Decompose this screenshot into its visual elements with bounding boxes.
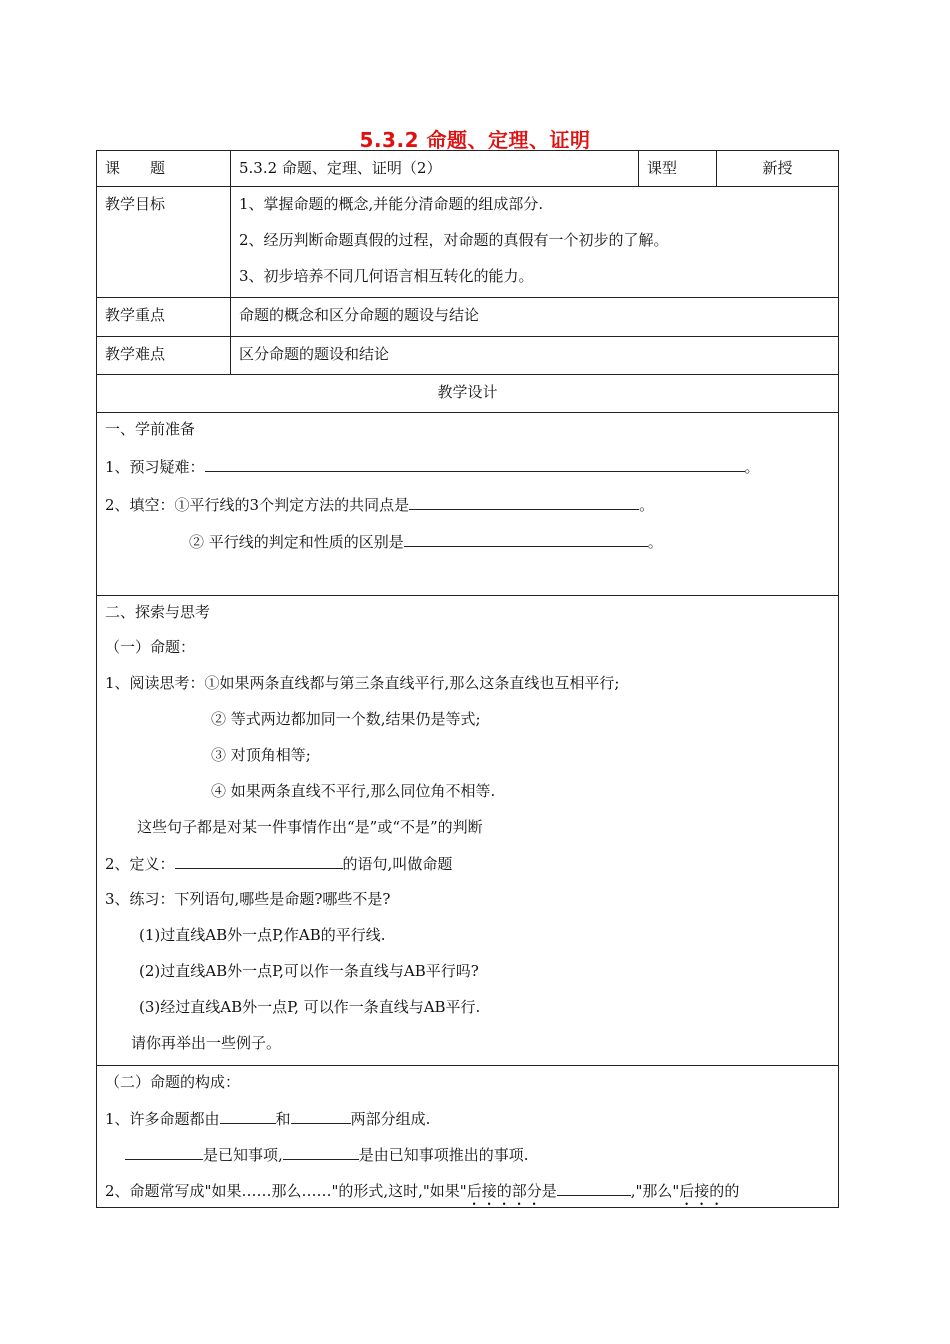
label-type: 课型	[647, 159, 678, 177]
prep-question-3: ② 平行线的判定和性质的区别是 。	[189, 533, 663, 551]
prep-question-2: 2、填空：①平行线的3个判定方法的共同点是 。	[105, 496, 655, 514]
lesson-plan-table	[96, 150, 839, 1208]
answer-blank[interactable]	[175, 853, 343, 869]
key-point-text: 命题的概念和区分命题的题设与结论	[239, 306, 480, 324]
type-value: 新授	[762, 159, 793, 177]
label-topic: 课 题	[105, 159, 166, 177]
answer-blank[interactable]	[557, 1180, 631, 1196]
label-goals: 教学目标	[105, 195, 166, 213]
goal-item: 1、掌握命题的概念,并能分清命题的组成部分.	[239, 195, 544, 213]
prep-heading: 一、学前准备	[105, 420, 196, 438]
practice-item: (1)过直线AB外一点P,作AB的平行线.	[139, 926, 386, 944]
structure-heading: （二）命题的构成：	[105, 1073, 241, 1091]
practice-item: (2)过直线AB外一点P,可以作一条直线与AB平行吗?	[139, 962, 479, 980]
structure-line-3: 2、命题常写成"如果……那么……"的形式,这时,"如果"后接的部分是 ,"那么"后接的的	[105, 1182, 740, 1200]
structure-line-1: 1、许多命题都由 和 两部分组成.	[105, 1110, 431, 1128]
answer-blank[interactable]	[125, 1144, 203, 1160]
prep-question-1: 1、预习疑难： 。	[105, 458, 760, 476]
difficulty-text: 区分命题的题设和结论	[239, 345, 390, 363]
answer-blank[interactable]	[220, 1108, 276, 1124]
statement: ④ 如果两条直线不平行,那么同位角不相等.	[211, 782, 496, 800]
label-key-point: 教学重点	[105, 306, 166, 324]
label-difficulty: 教学难点	[105, 345, 166, 363]
answer-blank[interactable]	[291, 1108, 351, 1124]
practice-item: (3)经过直线AB外一点P, 可以作一条直线与AB平行.	[139, 998, 481, 1016]
statement: ② 等式两边都加同一个数,结果仍是等式;	[211, 710, 481, 728]
answer-blank[interactable]	[205, 456, 745, 472]
topic-value: 5.3.2 命题、定理、证明（2）	[239, 159, 442, 177]
statement: ③ 对顶角相等;	[211, 746, 311, 764]
practice-line: 3、练习：下列语句,哪些是命题?哪些不是?	[105, 890, 391, 908]
goal-item: 3、初步培养不同几何语言相互转化的能力。	[239, 267, 534, 285]
explore-heading: 二、探索与思考	[105, 603, 211, 621]
explore-sub-heading: （一）命题：	[105, 638, 196, 656]
reading-line: 1、阅读思考：①如果两条直线都与第三条直线平行,那么这条直线也互相平行;	[105, 674, 620, 692]
answer-blank[interactable]	[404, 531, 648, 547]
judgement-note: 这些句子都是对某一件事情作出“是”或“不是”的判断	[137, 818, 483, 836]
design-heading: 教学设计	[437, 383, 498, 401]
page-title: 5.3.2 命题、定理、证明	[359, 128, 591, 152]
goal-item: 2、经历判断命题真假的过程，对命题的真假有一个初步的了解。	[239, 231, 669, 249]
definition-line: 2、定义： 的语句,叫做命题	[105, 855, 453, 873]
example-prompt: 请你再举出一些例子。	[131, 1034, 282, 1052]
answer-blank[interactable]	[409, 494, 639, 510]
structure-line-2: 是已知事项, 是由已知事项推出的事项.	[105, 1144, 830, 1164]
statement: ①如果两条直线都与第三条直线平行,那么这条直线也互相平行;	[204, 674, 620, 692]
answer-blank[interactable]	[283, 1144, 359, 1160]
